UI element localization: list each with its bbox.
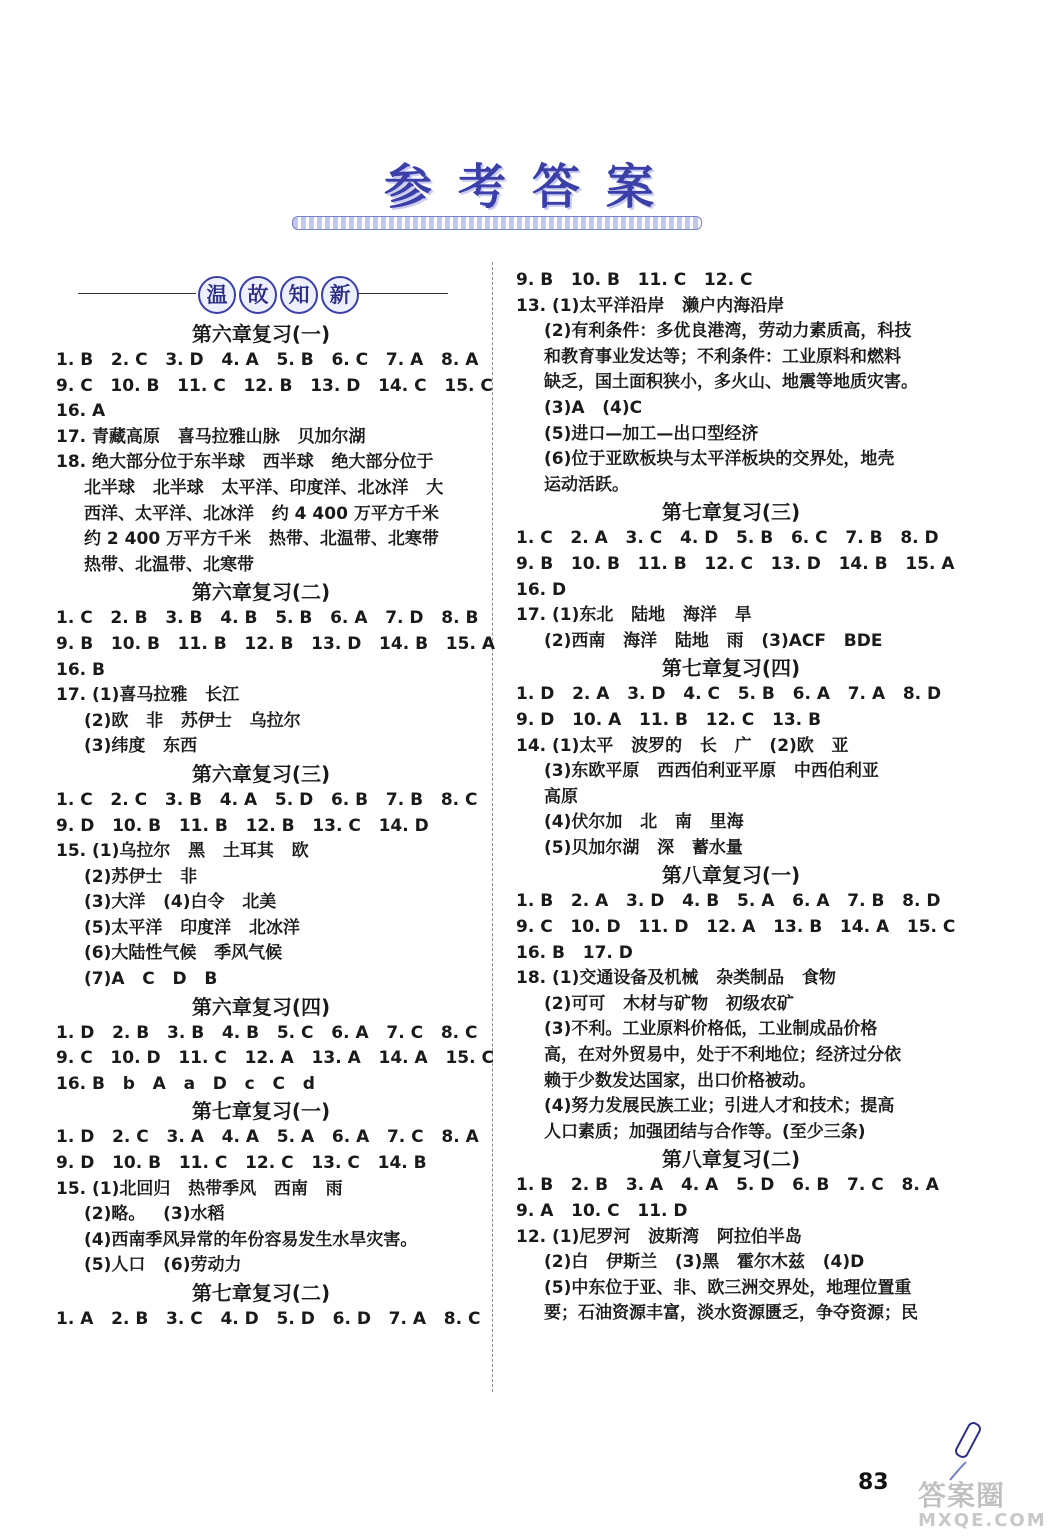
answer-line: 9. D 10. A 11. B 12. C 13. B (516, 709, 822, 730)
answer-line: 16. D (516, 579, 567, 600)
answer-line: (3)纬度 东西 (84, 736, 198, 757)
answer-line: 高原 (544, 786, 578, 807)
answer-line: 9. C 10. B 11. C 12. B 13. D 14. C 15. C (56, 375, 493, 396)
banner-line-left (78, 293, 196, 294)
answer-line: (4)努力发展民族工业；引进人才和技术；提高 (544, 1096, 895, 1117)
left-answer-column (56, 320, 495, 1333)
answer-line: 1. D 2. C 3. A 4. A 5. A 6. A 7. C 8. A (56, 1127, 479, 1148)
section-title: 第七章复习(三) (661, 500, 801, 525)
answer-line: (7)A C D B (84, 969, 218, 990)
answer-line: 1. D 2. B 3. B 4. B 5. C 6. A 7. C 8. C (56, 1022, 478, 1043)
answer-line: (2)可可 木材与矿物 初级农矿 (544, 993, 794, 1014)
answer-line: (2)欧 非 苏伊士 乌拉尔 (84, 710, 301, 731)
section-title: 第七章复习(二) (191, 1281, 331, 1305)
answer-line: 1. C 2. C 3. B 4. A 5. D 6. B 7. B 8. C (56, 789, 478, 810)
banner-line-right (350, 293, 448, 294)
answer-line: (6)位于亚欧板块与太平洋板块的交界处，地壳 (544, 449, 895, 470)
answer-line: 1. B 2. B 3. A 4. A 5. D 6. B 7. C 8. A (516, 1175, 939, 1196)
section-title: 第八章复习(二) (661, 1147, 801, 1172)
answer-line: 9. B 10. B 11. C 12. C (516, 270, 753, 290)
answer-line: (2)略。 (3)水稻 (84, 1204, 225, 1225)
answer-line: 9. B 10. B 11. B 12. B 13. D 14. B 15. A (56, 633, 495, 654)
answer-line: (6)大陆性气候 季风气候 (84, 943, 283, 964)
answer-line: (3)不利。工业原料价格低，工业制成品价格 (544, 1019, 878, 1040)
section-title: 第八章复习(一) (661, 863, 801, 888)
answer-line: (2)白 伊斯兰 (3)黑 霍尔木兹 (4)D (544, 1252, 865, 1273)
answer-line: (4)西南季风异常的年份容易发生水旱灾害。 (84, 1229, 418, 1250)
answer-line: 北半球 北半球 太平洋、印度洋、北冰洋 大 (84, 477, 444, 498)
answer-line: (4)伏尔加 北 南 里海 (544, 812, 744, 833)
answer-line: 12. (1)尼罗河 波斯湾 阿拉伯半岛 (516, 1226, 802, 1247)
answer-line: (5)太平洋 印度洋 北冰洋 (84, 917, 300, 938)
section-title: 第六章复习(一) (191, 322, 331, 346)
answer-line: 13. (1)太平洋沿岸 濑户内海沿岸 (516, 295, 785, 316)
section-title: 第七章复习(一) (191, 1099, 331, 1124)
answer-line: 9. A 10. C 11. D (516, 1201, 688, 1221)
answer-line: 人口素质；加强团结与合作等。(至少三条) (544, 1121, 866, 1142)
answer-line: 1. C 2. B 3. B 4. B 5. B 6. A 7. D 8. B (56, 608, 479, 629)
answer-line: 约 2 400 万平方千米 热带、北温带、北寒带 (84, 529, 439, 550)
answer-line: 要；石油资源丰富，淡水资源匮乏，争夺资源；民 (544, 1303, 918, 1324)
answer-line: 16. B b A a D c C d (56, 1073, 315, 1094)
answer-line: 17. (1)东北 陆地 海洋 旱 (516, 605, 752, 626)
answer-line: 热带、北温带、北寒带 (84, 554, 254, 575)
answer-line: (3)东欧平原 西西伯利亚平原 中西伯利亚 (544, 761, 879, 782)
answer-line: (5)进口—加工—出口型经济 (544, 423, 759, 444)
answer-line: 16. A (56, 401, 106, 422)
answer-line: (5)中东位于亚、非、欧三洲交界处，地理位置重 (544, 1277, 912, 1298)
watermark-logo: 答案圈 (918, 1479, 1006, 1512)
section-title: 第七章复习(四) (661, 656, 801, 681)
answer-line: 17. 青藏高原 喜马拉雅山脉 贝加尔湖 (56, 426, 366, 447)
answer-line: (2)苏伊士 非 (84, 866, 198, 887)
answer-line: 1. C 2. A 3. C 4. D 5. B 6. C 7. B 8. D (516, 528, 939, 549)
answer-line: (2)有利条件：多优良港湾，劳动力素质高，科技 (544, 321, 912, 342)
answer-line: 和教育事业发达等；不利条件：工业原料和燃料 (544, 346, 901, 367)
section-banner (198, 276, 359, 314)
answer-line: (5)贝加尔湖 深 蓄水量 (544, 837, 743, 858)
answer-line: 西洋、太平洋、北冰洋 约 4 400 万平方千米 (84, 503, 439, 524)
answer-line: 缺乏，国土面积狭小，多火山、地震等地质灾害。 (544, 372, 918, 393)
answer-line: 9. D 10. B 11. B 12. B 13. C 14. D (56, 815, 429, 836)
title-underline-bar (292, 216, 702, 230)
answer-line: 9. C 10. D 11. D 12. A 13. B 14. A 15. C (516, 917, 956, 938)
banner-char: 新 (321, 276, 359, 314)
answer-line: (2)西南 海洋 陆地 雨 (3)ACF BDE (544, 630, 883, 651)
section-title: 第六章复习(三) (191, 761, 331, 786)
column-divider (492, 262, 493, 1392)
answer-line: 1. A 2. B 3. C 4. D 5. D 6. D 7. A 8. C (56, 1309, 481, 1329)
banner-char: 温 (198, 276, 236, 314)
answer-line: 16. B 17. D (516, 942, 633, 963)
answer-line: 1. D 2. A 3. D 4. C 5. B 6. A 7. A 8. D (516, 684, 942, 705)
section-title: 第六章复习(四) (191, 994, 331, 1019)
answer-line: 1. B 2. C 3. D 4. A 5. B 6. C 7. A 8. A (56, 350, 479, 370)
answer-line: (5)人口 (6)劳动力 (84, 1255, 242, 1276)
answer-line: 9. C 10. D 11. C 12. A 13. A 14. A 15. C (56, 1048, 494, 1069)
answer-line: 15. (1)乌拉尔 黑 土耳其 欧 (56, 841, 309, 862)
banner-char: 故 (239, 276, 277, 314)
watermark-url: MXQE.COM (918, 1510, 1047, 1531)
banner-char: 知 (280, 276, 318, 314)
answer-line: 14. (1)太平 波罗的 长 广 (2)欧 亚 (516, 735, 849, 756)
page-title: 参考答案 (383, 159, 680, 215)
answer-line: (3)A (4)C (544, 397, 643, 418)
answer-line: 赖于少数发达国家，出口价格被动。 (544, 1070, 816, 1091)
answer-line: 17. (1)喜马拉雅 长江 (56, 685, 240, 706)
answer-line: 1. B 2. A 3. D 4. B 5. A 6. A 7. B 8. D (516, 891, 941, 912)
answer-line: 18. (1)交通设备及机械 杂类制品 食物 (516, 968, 836, 989)
answer-line: 16. B (56, 659, 105, 680)
answer-line: 18. 绝大部分位于东半球 西半球 绝大部分位于 (56, 452, 434, 473)
section-title: 第六章复习(二) (191, 580, 331, 605)
answer-line: 运动活跃。 (544, 474, 629, 495)
answer-line: 9. D 10. B 11. C 12. C 13. C 14. B (56, 1153, 427, 1174)
answer-line: 高，在对外贸易中，处于不利地位；经济过分依 (544, 1045, 901, 1066)
answer-line: 15. (1)北回归 热带季风 西南 雨 (56, 1178, 343, 1199)
answer-line: 9. B 10. B 11. B 12. C 13. D 14. B 15. A (516, 553, 955, 574)
page-number: 83 (858, 1470, 889, 1495)
answer-line: (3)大洋 (4)白令 北美 (84, 892, 277, 913)
right-answer-column (516, 268, 956, 1327)
